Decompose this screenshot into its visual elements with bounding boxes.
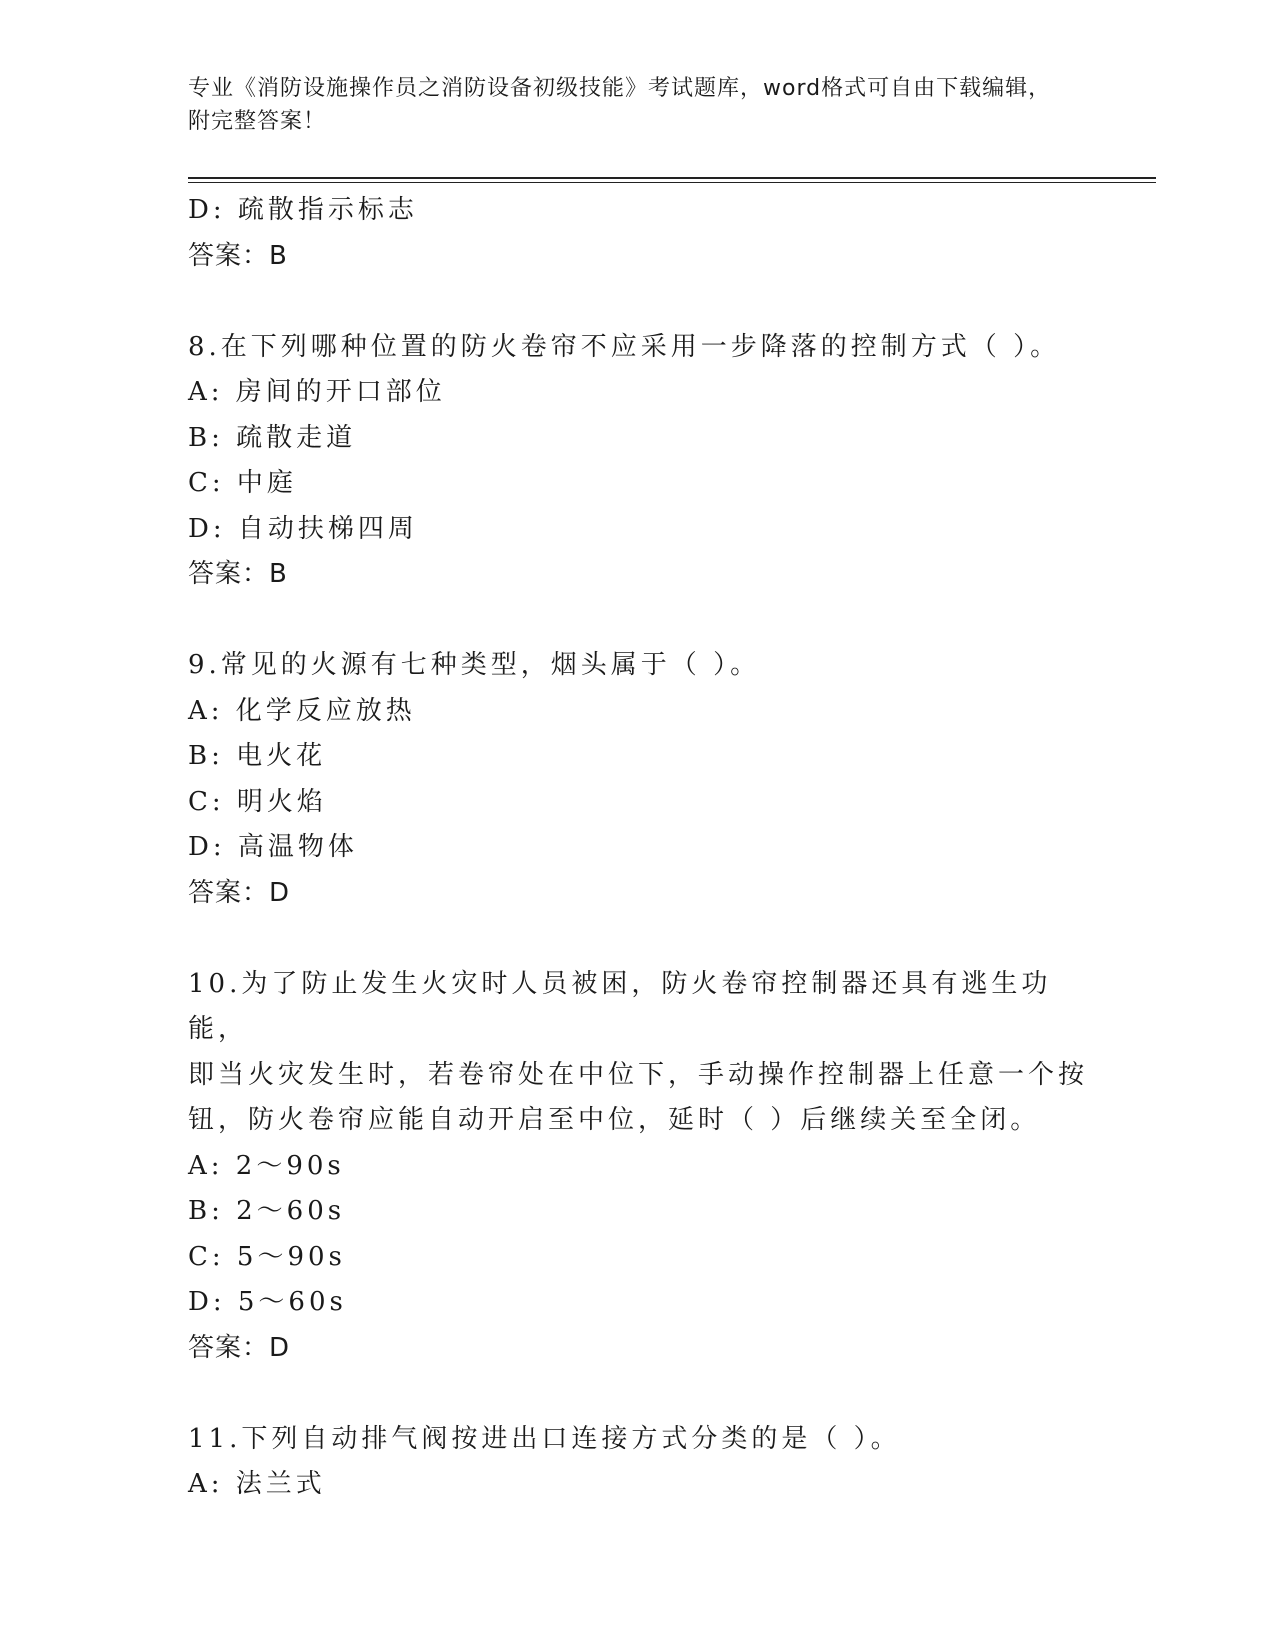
- question-9-option-a: A: 化学反应放热: [188, 695, 416, 726]
- question-9-stem: 9.常见的火源有七种类型，烟头属于（ ）。: [188, 650, 761, 680]
- question-8-option-b: B: 疏散走道: [188, 422, 357, 453]
- question-10-option-d: D: 5～60s: [188, 1287, 347, 1317]
- question-8-option-a: A: 房间的开口部位: [188, 377, 446, 407]
- question-10-option-c: C: 5～90s: [188, 1241, 346, 1272]
- question-10-option-a: A: 2～90s: [188, 1150, 345, 1181]
- header-divider-thin: [188, 182, 1156, 183]
- question-9-option-c: C: 明火焰: [188, 786, 327, 817]
- question-10-stem: 10.为了防止发生火灾时人员被困，防火卷帘控制器还具有逃生功能， 即当火灾发生时，若卷帘处在中位下，手动操作控制器上任意一个按 钮，防火卷帘应能自动开启至中位，延时（ ）后继续关至全闭。: [188, 968, 1089, 1135]
- question-10-option-b: B: 2～60s: [188, 1196, 346, 1226]
- prev-option-d: D: 疏散指示标志: [188, 195, 418, 225]
- question-8-answer: 答案：B: [188, 559, 288, 589]
- document-header: 专业《消防设施操作员之消防设备初级技能》考试题库，word格式可自由下载编辑，附完整答案！: [188, 76, 1052, 134]
- question-content: [188, 188, 1088, 1508]
- prev-answer: 答案：B: [188, 240, 288, 271]
- question-10-answer: 答案：D: [188, 1332, 291, 1363]
- question-9-answer: 答案：D: [188, 877, 291, 908]
- question-11-stem: 11.下列自动排气阀按进出口连接方式分类的是（ ）。: [188, 1423, 901, 1454]
- question-9-option-d: D: 高温物体: [188, 832, 358, 862]
- question-11-option-a: A: 法兰式: [188, 1469, 326, 1499]
- question-8-option-c: C: 中庭: [188, 468, 297, 498]
- question-9-option-b: B: 电火花: [188, 741, 327, 771]
- header-divider-thick: [188, 177, 1156, 179]
- question-8-stem: 8.在下列哪种位置的防火卷帘不应采用一步降落的控制方式（ ）。: [188, 331, 1061, 362]
- question-8-option-d: D: 自动扶梯四周: [188, 513, 418, 544]
